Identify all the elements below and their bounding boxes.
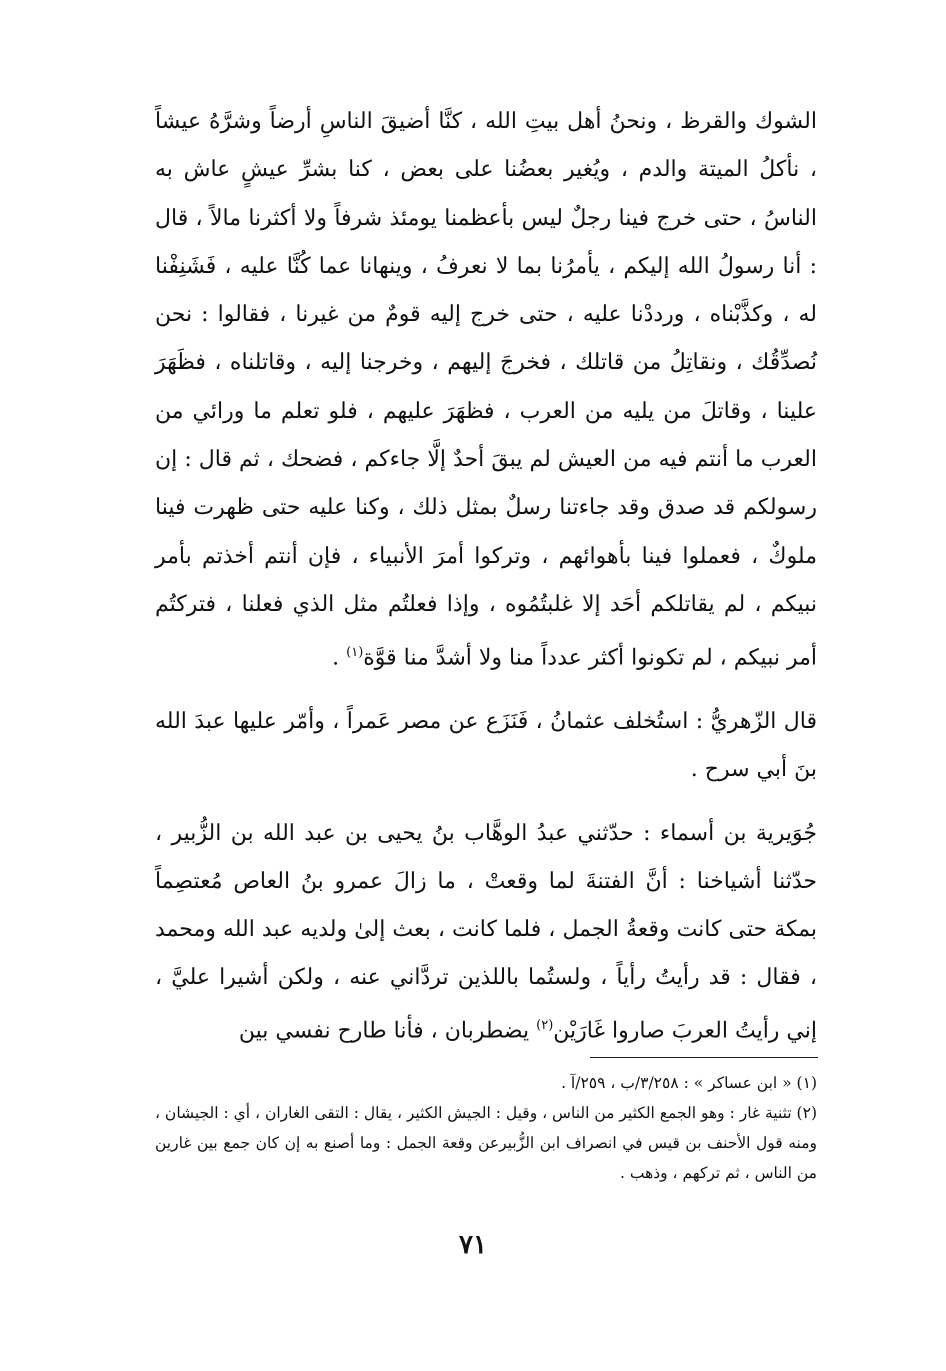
footnote-2: (٢) تثنية غار : وهو الجمع الكثير من الناس ، وقيل : الجيش الكثير ، يقال : التقى الغاران ، أي : الجيشان ، ومنه قول الأحنف بن قيس في انصراف ابن الزُّبيرعن وقعة الجمل : وما أصنع به إن كان جمع بين غارين من الناس ، ثم تركهم ، وذهب . bbox=[155, 1104, 817, 1182]
footnote-ref-1: (١) bbox=[346, 645, 364, 661]
footnote-ref-2: (٢) bbox=[536, 1018, 554, 1033]
body-paragraph-1 bbox=[155, 98, 817, 683]
paragraph-1-text: الشوك والقرظ ، ونحنُ أهل بيتِ الله ، كنَّا أضيقَ الناسِ أرضاً وشرَّهُ عيشاً ، نأكلُ الميتة والدم ، ويُغير بعضُنا على بعض ، كنا بشرِّ عيشٍ عاش به الناسُ ، حتى خرج فينا رجلٌ ليس بأعظمنا يومئذ شرفاً ولا أكثرنا مالاً ، قال : أنا رسولُ الله إليكم ، يأمرُنا بما لا نعرفُ ، وينهانا عما كُنَّا عليه ، فَشَنِفْنا له ، وكذَّبْناه ، ورددْنا عليه ، حتى خرج إليه قومٌ من غيرنا ، فقالوا : نحن نُصدِّقُك ، ونقاتِلُ من قاتلك ، فخرجَ إليهم ، وخرجنا إليه ، وقاتلناه ، فظَهَرَ علينا ، وقاتلَ من يليه من العرب ، فظهَرَ عليهم ، فلو تعلم ما ورائي من العرب ما أنتم فيه من العيش لم يبقَ أحدٌ إلَّا جاءكم ، فضحك ، ثم قال : إن رسولكم قد صدق وقد جاءتنا رسلٌ بمثل ذلك ، وكنا عليه حتى ظهرت فينا ملوكٌ ، فعملوا فينا بأهوائهم ، وتركوا أمرَ الأنبياء ، فإن أنتم أخذتم بأمر نبيكم ، لم يقاتلكم أحَد إلا غلبتُمُوه ، وإذا فعلتُم مثل الذي فعلنا ، فتركتُم أمر نبيكم ، لم تكونوا أكثر عدداً منا ولا أشدَّ منا قوَّة bbox=[155, 109, 817, 671]
footnote-1: (١) « ابن عساكر » : ٣/٢٥٨/ب ، ٢٥٩/آ . bbox=[561, 1074, 817, 1092]
paragraph-1-end: . bbox=[332, 645, 347, 671]
body-paragraph-2: قال الزّهريُّ : استُخلف عثمانُ ، فَنَزَع عن مصر عَمراً ، وأمّر عليها عبدَ الله بنَ أبي سرح . bbox=[155, 709, 817, 782]
paragraph-3-text: جُوَيرية بن أسماء : حدّثني عبدُ الوهَّاب بنُ يحيى بن عبد الله بن الزُّبير ، حدّثنا أشياخنا : أنَّ الفتنةَ لما وقعتْ ، ما زالَ عمرو بنُ العاص مُعتصِماً بمكة حتى كانت وقعةُ الجمل ، فلما كانت ، بعث إلىٰ ولديه عبد الله ومحمد ، فقال : قد رأيتُ رأياً ، ولستُما باللذين تردَّاني عنه ، ولكن أشيرا عليَّ ، إني رأيتُ العربَ صاروا غَارَيْن bbox=[155, 821, 817, 1044]
paragraph-3-end: يضطربان ، فأنا طارح نفسي بين bbox=[238, 1018, 537, 1044]
body-paragraph-3 bbox=[155, 810, 817, 1055]
footnote-separator bbox=[590, 1057, 818, 1058]
footnotes-section bbox=[155, 1068, 817, 1188]
page-number: ٧١ bbox=[459, 1230, 487, 1260]
